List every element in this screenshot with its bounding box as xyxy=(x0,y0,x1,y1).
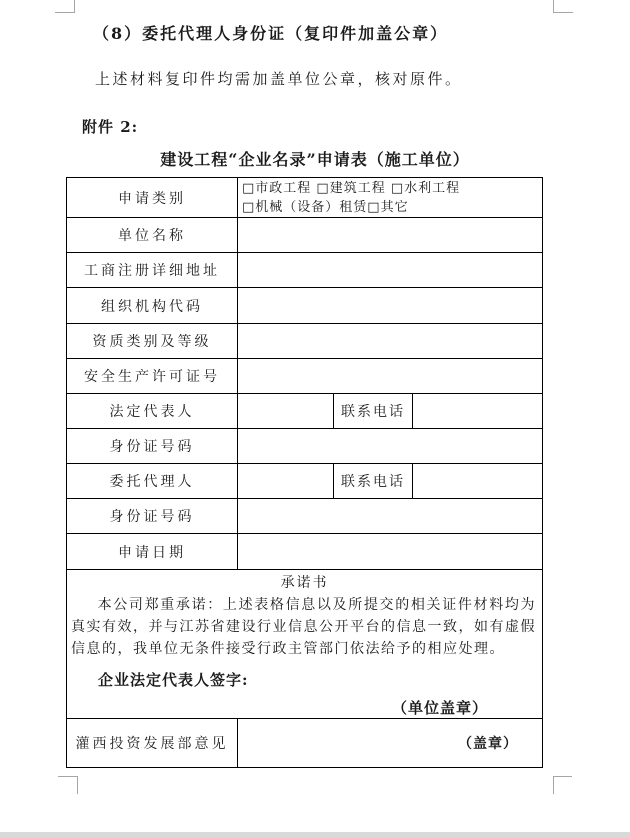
field-label-contact-phone-1: 联系电话 xyxy=(334,394,413,429)
note-paragraph: 上述材料复印件均需加盖单位公章，核对原件。 xyxy=(95,70,463,88)
crop-mark-top-left xyxy=(55,0,75,13)
table-row-org-code xyxy=(67,288,543,324)
form-title: 建设工程“企业名录”申请表（施工单位） xyxy=(160,150,470,169)
table-row-unit-name xyxy=(67,218,543,253)
field-label-entrusted-agent: 委托代理人 xyxy=(67,464,238,499)
unit-seal-label: （单位盖章） xyxy=(392,699,489,717)
table-row-qualification xyxy=(67,324,543,359)
field-label-legal-representative: 法定代表人 xyxy=(67,394,238,429)
table-row-safety-license xyxy=(67,359,543,394)
field-value-category xyxy=(238,178,543,218)
commitment-cell xyxy=(67,570,543,719)
table-row-application-date xyxy=(67,534,543,570)
field-value-safety-license xyxy=(238,359,543,394)
table-row-entrusted-agent xyxy=(67,464,543,499)
field-value-application-date xyxy=(238,534,543,570)
page-bottom-edge xyxy=(0,832,630,838)
field-label-opinion: 灌西投资发展部意见 xyxy=(67,719,238,768)
field-value-entrusted-agent xyxy=(238,464,334,499)
section-heading: （8）委托代理人身份证（复印件加盖公章） xyxy=(93,24,449,43)
signature-label: 企业法定代表人签字: xyxy=(98,671,249,689)
category-options-line1: □市政工程 □建筑工程 □水利工程 xyxy=(242,181,461,196)
field-value-registered-address xyxy=(238,253,543,288)
field-label-unit-name: 单位名称 xyxy=(67,218,238,253)
commitment-title: 承诺书 xyxy=(280,575,329,591)
crop-mark-top-right xyxy=(553,0,573,13)
table-row-legal-representative xyxy=(67,394,543,429)
field-label-safety-license: 安全生产许可证号 xyxy=(67,359,238,394)
attachment-label: 附件 2: xyxy=(82,118,139,136)
crop-mark-bottom-right xyxy=(553,776,572,794)
table-row-category xyxy=(67,178,543,218)
field-label-application-date: 申请日期 xyxy=(67,534,238,570)
field-label-org-code: 组织机构代码 xyxy=(67,288,238,324)
field-value-qualification xyxy=(238,324,543,359)
field-label-id-number-2: 身份证号码 xyxy=(67,499,238,534)
field-label-qualification: 资质类别及等级 xyxy=(67,324,238,359)
crop-mark-bottom-left xyxy=(58,776,78,794)
field-label-registered-address: 工商注册详细地址 xyxy=(67,253,238,288)
field-value-id-number-2 xyxy=(238,499,543,534)
field-label-id-number-1: 身份证号码 xyxy=(67,429,238,464)
field-value-contact-phone-2 xyxy=(413,464,543,499)
field-value-id-number-1 xyxy=(238,429,543,464)
field-value-contact-phone-1 xyxy=(413,394,543,429)
application-form-table xyxy=(66,177,543,768)
table-row-registered-address xyxy=(67,253,543,288)
field-value-org-code xyxy=(238,288,543,324)
commitment-body: 本公司郑重承诺：上述表格信息以及所提交的相关证件材料均为真实有效，并与江苏省建设行业信息公开平台的信息一致，如有虚假信息的，我单位无条件接受行政主管部门依法给予的相应处理。 xyxy=(71,597,537,657)
table-row-opinion xyxy=(67,719,543,768)
opinion-seal-label: （盖章） xyxy=(238,719,543,768)
field-label-contact-phone-2: 联系电话 xyxy=(334,464,413,499)
field-value-unit-name xyxy=(238,218,543,253)
field-label-category: 申请类别 xyxy=(67,178,238,218)
table-row-id-number-2 xyxy=(67,499,543,534)
field-value-legal-representative xyxy=(238,394,334,429)
category-options-line2: □机械（设备）租赁□其它 xyxy=(242,200,409,215)
table-row-commitment xyxy=(67,570,543,719)
table-row-id-number-1 xyxy=(67,429,543,464)
